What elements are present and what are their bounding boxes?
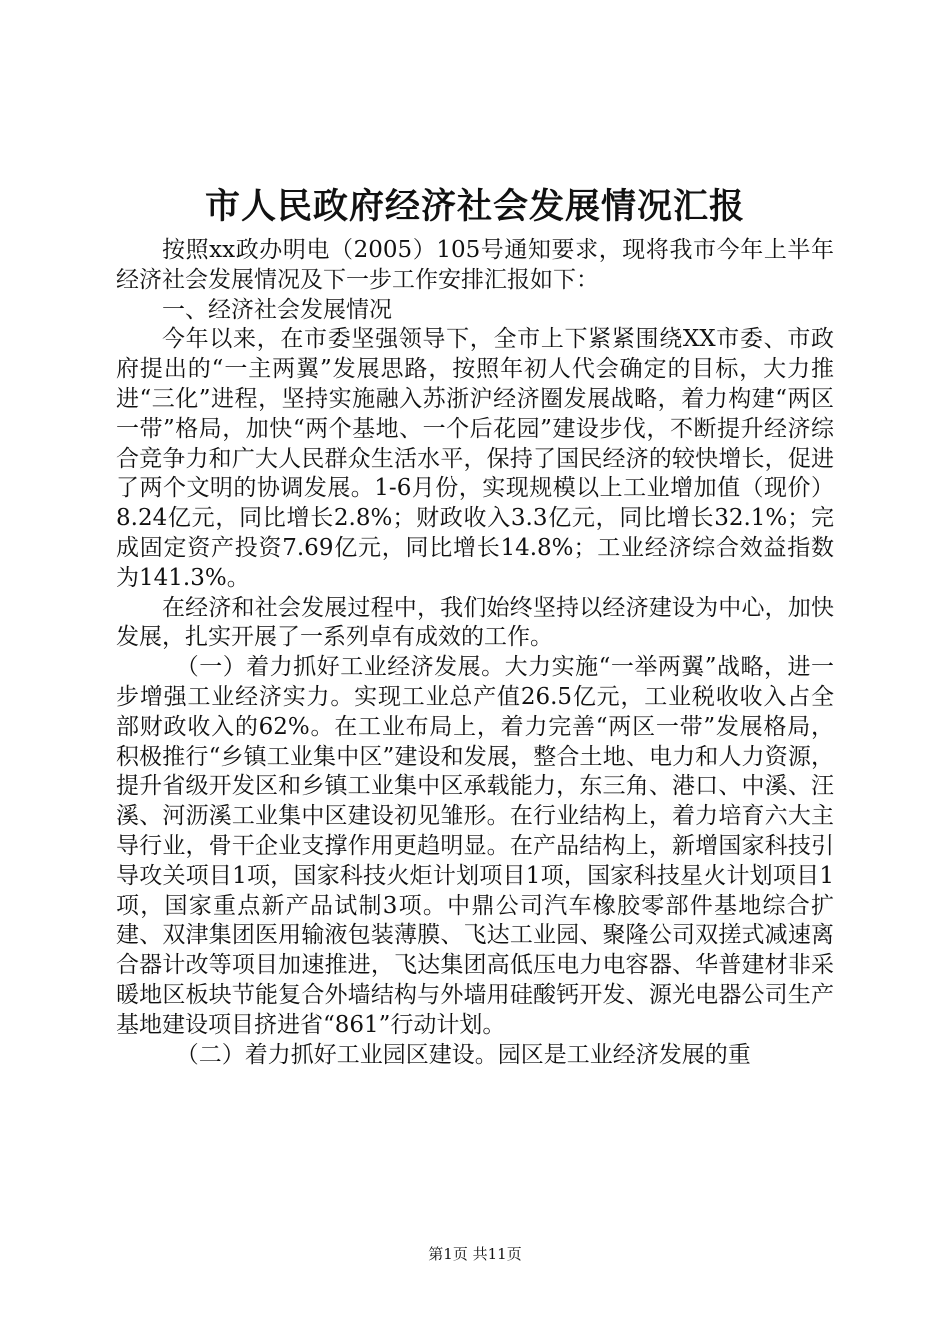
page-footer: 第1页 共11页 bbox=[428, 1245, 522, 1263]
paragraph-overview: 今年以来，在市委坚强领导下，全市上下紧紧围绕XX市委、市政府提出的“一主两翼”发展思路，按照年初人代会确定的目标，大力推进“三化”进程，坚持实施融入苏浙沪经济圈发展战略，着力构建“两区一带”格局，加快“两个基地、一个后花园”建设步伐，不断提升经济综合竞争力和广大人民群众生活水平，保持了国民经济的较快增长，促进了两个文明的协调发展。1-6月份，实现规模以上工业增加值（现价）8.24亿元，同比增长2.8%；财政收入3.3亿元，同比增长32.1%；完成固定资产投资7.69亿元，同比增长14.8%；工业经济综合效益指数为141.3%。 bbox=[116, 326, 834, 591]
section-heading: 一、经济社会发展情况 bbox=[162, 296, 392, 323]
document-title: 市人民政府经济社会发展情况汇报 bbox=[204, 186, 745, 227]
paragraph-industry: （一）着力抓好工业经济发展。大力实施“一举两翼”战略，进一步增强工业经济实力。实现工业总产值26.5亿元，工业税收收入占全部财政收入的62%。在工业布局上，着力完善“两区一带”发展格局，积极推行“乡镇工业集中区”建设和发展，整合土地、电力和人力资源，提升省级开发区和乡镇工业集中区承载能力，东三角、港口、中溪、汪溪、河沥溪工业集中区建设初见雏形。在行业结构上，着力培育六大主导行业，骨干企业支撑作用更趋明显。在产品结构上，新增国家科技引导攻关项目1项，国家科技火炬计划项目1项，国家科技星火计划项目1项，国家重点新产品试制3项。中鼎公司汽车橡胶零部件基地综合扩建、双津集团医用输液包装薄膜、飞达工业园、聚隆公司双搓式减速离合器计改等项目加速推进，飞达集团高低压电力电容器、华普建材非采暖地区板块节能复合外墙结构与外墙用硅酸钙开发、源光电器公司生产基地建设项目挤进省“861”行动计划。 bbox=[116, 654, 834, 1038]
paragraph-summary: 在经济和社会发展过程中，我们始终坚持以经济建设为中心，加快发展，扎实开展了一系列卓有成效的工作。 bbox=[116, 594, 834, 651]
document-body bbox=[116, 236, 834, 1070]
paragraph-parks: （二）着力抓好工业园区建设。园区是工业经济发展的重 bbox=[175, 1041, 751, 1068]
paragraph-intro: 按照xx政办明电（2005）105号通知要求，现将我市今年上半年经济社会发展情况及下一步工作安排汇报如下： bbox=[116, 237, 834, 293]
